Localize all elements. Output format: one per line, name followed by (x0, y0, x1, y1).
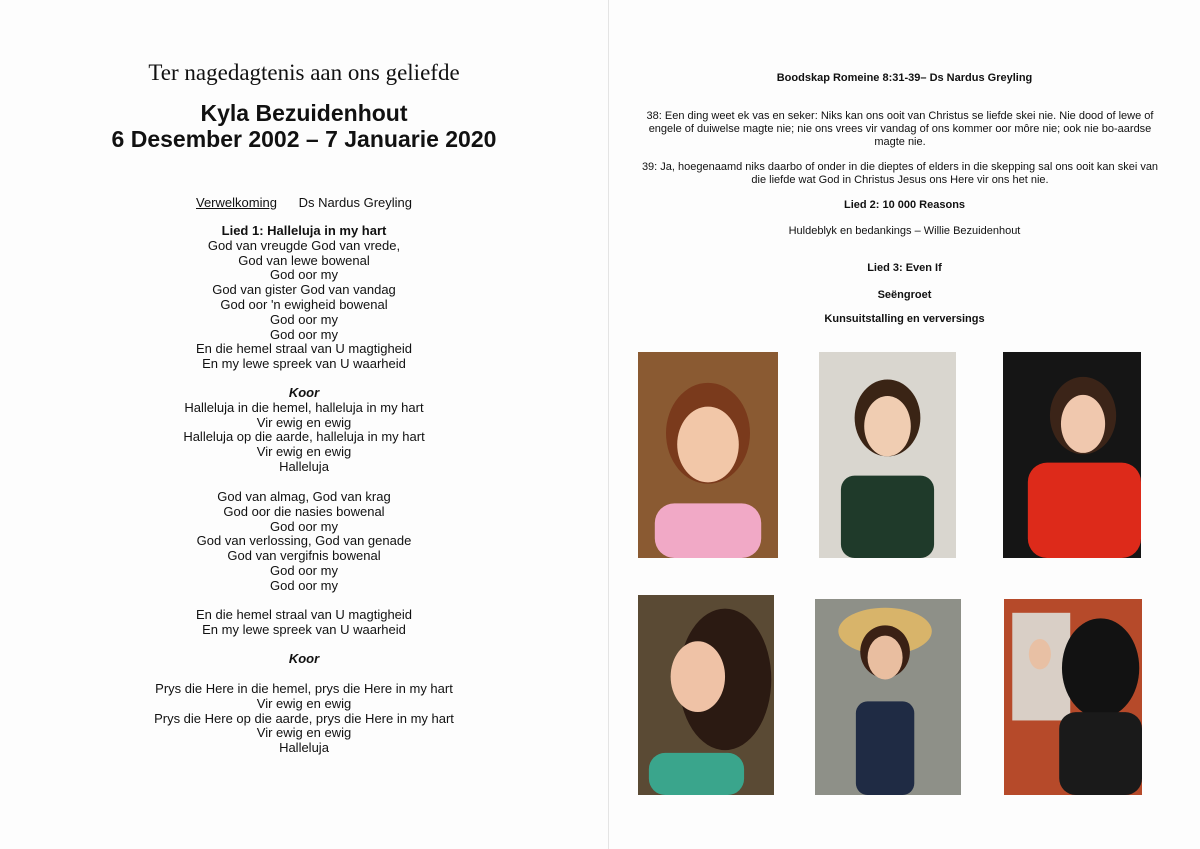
photo-woman-straw-hat (815, 599, 961, 795)
exhibition-line: Kunsuitstalling en verversings (824, 313, 985, 325)
lyric-line: God oor die nasies bowenal (223, 503, 385, 519)
deceased-name: Kyla Bezuidenhout (200, 100, 408, 126)
lyric-line: Halleluja (279, 740, 329, 756)
lyric-line: God oor my (270, 518, 338, 534)
lyric-line: God van vreugde God van vrede, (207, 237, 401, 253)
final-chorus-block (0, 682, 608, 756)
lyric-line: God van vergifnis bowenal (227, 548, 381, 564)
lyric-line: Prys die Here op die aarde, prys die Here in my hart (154, 710, 454, 726)
lyric-line: Prys die Here in die hemel, prys die Here in my hart (155, 681, 453, 696)
chorus-label: Koor (288, 651, 320, 666)
lyric-line: En die hemel straal van U magtigheid (195, 341, 413, 357)
photo-mirror-reflection (1004, 599, 1142, 795)
chorus-block (0, 386, 608, 475)
chorus-label: Koor (288, 385, 320, 400)
bridge-block (0, 608, 608, 638)
lyric-line: En my lewe spreek van U waarheid (202, 356, 406, 372)
photo-woman-straw-hat-image (815, 599, 961, 795)
verse-38: 38: Een ding weet ek vas en seker: Niks kan ons ooit van Christus se liefde skei nie. Nie dood of lewe of engele of duiwelse magte nie; nie ons vrees vir vandag of ons kommer oor môre nie; ook nie bo-aardse magte nie. (646, 110, 1154, 148)
lyric-line: Vir ewig en ewig (256, 725, 352, 741)
memorial-heading: Ter nagedagtenis aan ons geliefde (148, 60, 460, 85)
song-1-verse-1 (0, 239, 608, 372)
welcome-speaker: Ds Nardus Greyling (298, 195, 412, 210)
lyric-line: God oor my (270, 267, 338, 283)
song-3-title: Lied 3: Even If (867, 262, 942, 274)
life-dates: 6 Desember 2002 – 7 Januarie 2020 (111, 126, 497, 152)
lyric-line: Vir ewig en ewig (256, 695, 352, 711)
photo-girl-red-jacket (1003, 352, 1141, 558)
photo-girl-red-jacket-image (1003, 352, 1141, 558)
lyric-line: God oor my (270, 326, 338, 342)
lyric-line: Halleluja op die aarde, halleluja in my hart (183, 429, 425, 445)
lyric-line: God van gister God van vandag (212, 282, 396, 298)
photo-mirror-reflection-image (1004, 599, 1142, 795)
welcome-label: Verwelkoming (196, 195, 277, 210)
lyric-line: God van verlossing, God van genade (196, 533, 412, 549)
lyric-line: En die hemel straal van U magtigheid (195, 607, 413, 622)
lyric-line: Halleluja (279, 458, 329, 474)
chorus-2-label-block (0, 652, 608, 667)
photo-teen-laughing-image (638, 595, 774, 795)
song-2-title: Lied 2: 10 000 Reasons (843, 199, 966, 211)
lyric-line: God oor 'n ewigheid bowenal (220, 296, 388, 312)
lyric-line: God oor my (270, 311, 338, 327)
welcome-line (0, 195, 608, 210)
photo-toddler-smiling-image (638, 352, 778, 558)
tributes-line: Huldeblyk en bedankings – Willie Bezuidenhout (788, 225, 1021, 237)
lyric-line: En my lewe spreek van U waarheid (202, 621, 406, 637)
lyric-line: Halleluja in die hemel, halleluja in my hart (184, 399, 424, 415)
verse-39: 39: Ja, hoegenaamd niks daarbo of onder in die dieptes of elders in die skepping sal ons ooit kan skei van die liefde wat God in Christus Jesus ons Here vir ons het nie. (641, 161, 1159, 186)
photo-toddler-smiling (638, 352, 778, 558)
lyric-line: God van almag, God van krag (217, 489, 391, 504)
message-title: Boodskap Romeine 8:31-39– Ds Nardus Greyling (776, 72, 1033, 84)
lyric-line: Vir ewig en ewig (256, 444, 352, 460)
song-1 (0, 224, 608, 372)
lyric-line: God van lewe bowenal (238, 252, 370, 268)
photo-teen-laughing (638, 595, 774, 795)
lyric-line: Vir ewig en ewig (256, 414, 352, 430)
verse-2-block (0, 490, 608, 594)
photo-girl-school-uniform-image (819, 352, 956, 558)
photo-girl-school-uniform (819, 352, 956, 558)
blessing-line: Seëngroet (877, 289, 932, 301)
song-1-title: Lied 1: Halleluja in my hart (221, 223, 387, 238)
lyric-line: God oor my (270, 562, 338, 578)
lyric-line: God oor my (270, 577, 338, 593)
